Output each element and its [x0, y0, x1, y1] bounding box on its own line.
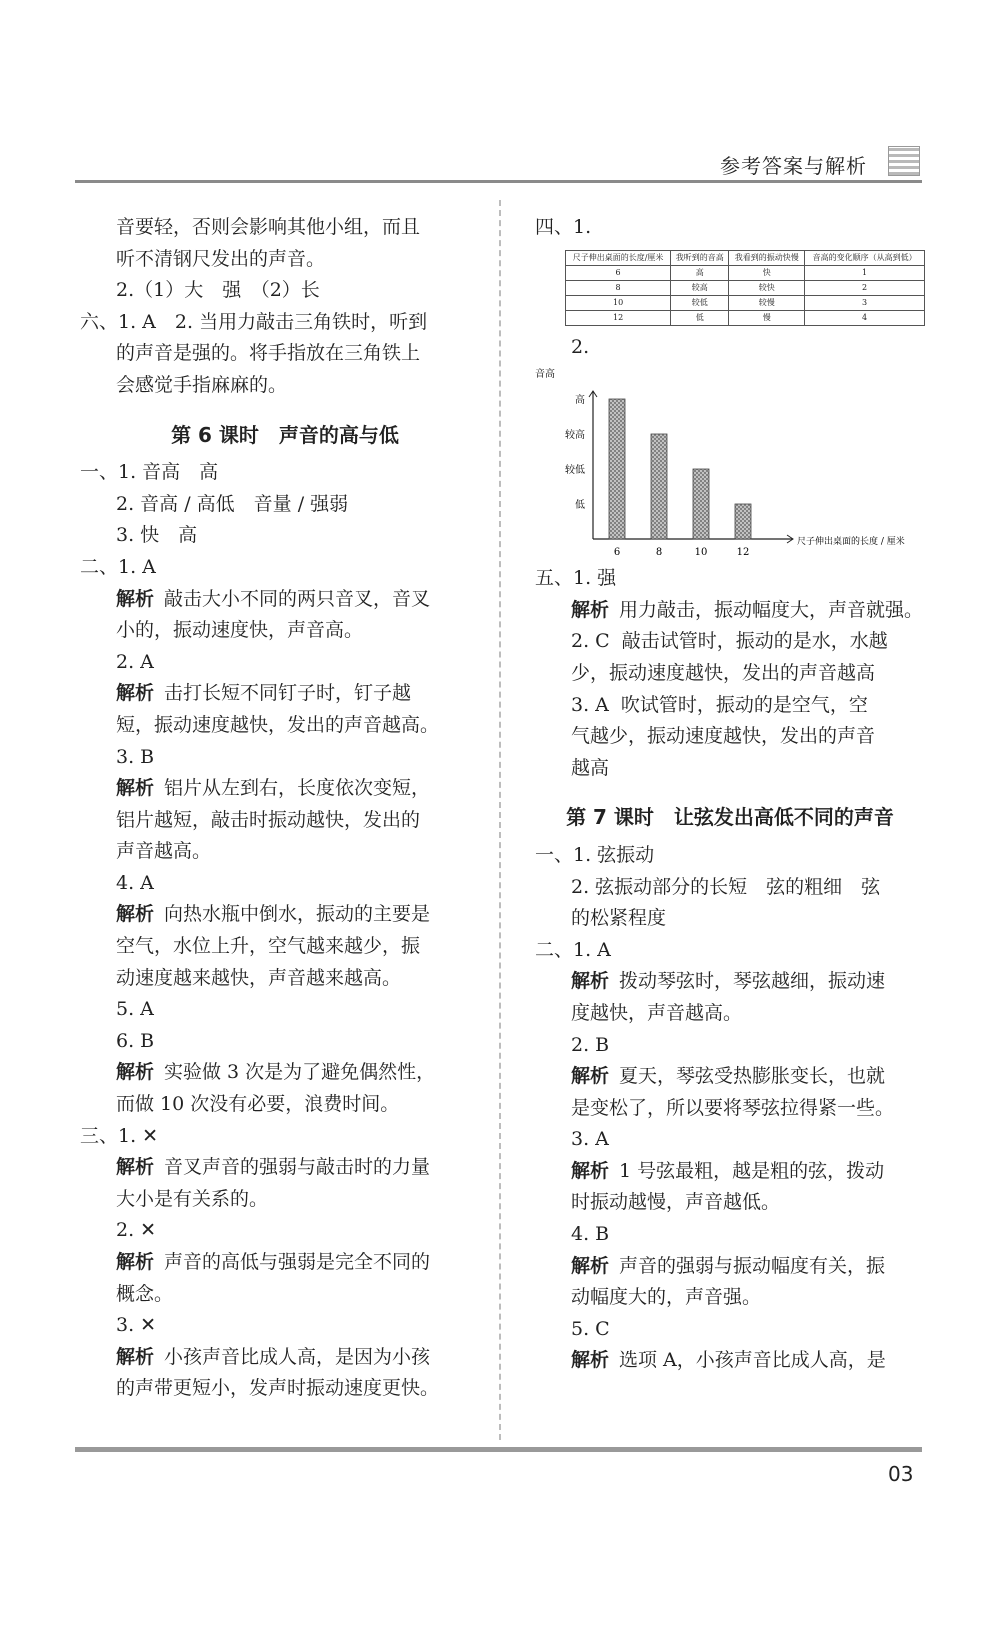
answer-text: 1. ✕	[118, 1124, 159, 1147]
analysis-line	[535, 1061, 925, 1093]
table-cell: 较高	[671, 280, 729, 295]
analysis-line	[535, 595, 925, 627]
answer-text: 5. C	[571, 1317, 610, 1340]
bar	[735, 504, 751, 539]
section-label: 一、	[80, 461, 119, 484]
x-tick-label: 8	[655, 547, 663, 559]
bar	[609, 399, 625, 539]
left-column	[80, 212, 490, 1405]
analysis-line	[80, 1247, 490, 1279]
answer-text: 4. A	[116, 871, 154, 894]
jiexi-label: 解析	[116, 1251, 155, 1273]
analysis-line	[535, 1251, 925, 1283]
y-tick-label: 高	[575, 395, 585, 407]
text-line	[80, 1121, 490, 1153]
answer-text: 2. C	[571, 630, 610, 653]
table-cell: 1	[805, 265, 925, 280]
answer-text: 1.	[573, 216, 592, 238]
lesson-title: 第 6 课时 声音的高与低	[171, 422, 399, 447]
answer-text: 1. 强	[573, 567, 617, 590]
analysis-line	[80, 1152, 490, 1184]
analysis-text: 夏天，琴弦受热膨胀变长，也就	[619, 1065, 886, 1088]
analysis-line	[535, 966, 925, 998]
bar	[693, 469, 709, 539]
analysis-text: 敲击大小不同的两只音叉，音叉	[164, 587, 431, 610]
analysis-text: 动幅度大的，声音强。	[571, 1286, 762, 1309]
analysis-line	[80, 1057, 490, 1089]
analysis-text: 声音的高低与强弱是完全不同的	[164, 1251, 431, 1273]
x-tick-label: 10	[694, 547, 708, 559]
answer-text: 2. A	[116, 650, 154, 673]
table-row	[566, 295, 925, 310]
text-line: 音要轻，否则会影响其他小组，而且	[116, 216, 421, 238]
analysis-line	[80, 773, 490, 805]
text-line: 会感觉手指麻麻的。	[116, 373, 288, 396]
text-line	[535, 935, 925, 967]
analysis-text: 时振动越慢，声音越低。	[571, 1191, 781, 1214]
answer-text: 1. A	[573, 938, 611, 961]
y-tick-label: 低	[575, 500, 585, 512]
analysis-text: 击打长短不同钉子时，钉子越	[164, 682, 412, 705]
table-cell: 3	[805, 295, 925, 310]
analysis-text: 越高	[571, 756, 610, 779]
jiexi-label: 解析	[116, 1156, 155, 1179]
table-cell: 8	[566, 280, 671, 295]
jiexi-label: 解析	[116, 1345, 155, 1368]
table-cell: 快	[729, 265, 805, 280]
analysis-text: 是变松了，所以要将琴弦拉得紧一些。	[571, 1096, 895, 1119]
answer-text: 1. A 2. 当用力敲击三角铁时，听到	[118, 310, 428, 333]
analysis-text: 的声带更短小，发声时振动速度更快。	[116, 1377, 440, 1400]
jiexi-label: 解析	[116, 682, 155, 705]
analysis-text: 用力敲击，振动幅度大，声音就强。	[619, 598, 924, 621]
jiexi-label: 解析	[116, 587, 155, 610]
answer-text: 1. A	[118, 555, 156, 578]
table-cell: 低	[671, 310, 729, 325]
jiexi-label: 解析	[571, 598, 610, 621]
text-line	[80, 307, 490, 339]
analysis-text: 空气，水位上升，空气越来越少，振	[116, 935, 421, 958]
table-cell: 慢	[729, 310, 805, 325]
text-line	[535, 212, 925, 244]
analysis-line	[535, 690, 925, 722]
analysis-line	[80, 584, 490, 616]
jiexi-label: 解析	[571, 1254, 610, 1277]
section-label: 三、	[80, 1124, 119, 1147]
text-line: 听不清钢尺发出的声音。	[116, 247, 326, 270]
section-label: 六、	[80, 310, 119, 333]
y-tick-label: 较高	[565, 430, 585, 442]
section-label: 二、	[80, 555, 119, 578]
answer-text: 2. ✕	[116, 1219, 157, 1242]
analysis-text: 音叉声音的强弱与敲击时的力量	[164, 1156, 431, 1179]
table-header: 我听到的音高	[671, 250, 729, 265]
jiexi-label: 解析	[571, 1349, 610, 1372]
answer-text: 3. B	[116, 745, 155, 768]
bar-chart	[535, 363, 915, 563]
table-cell: 高	[671, 265, 729, 280]
table-header: 音高的变化顺序（从高到低）	[805, 250, 925, 265]
analysis-line	[535, 1345, 925, 1377]
section-label: 二、	[535, 938, 574, 961]
jiexi-label: 解析	[571, 970, 610, 993]
table-cell: 4	[805, 310, 925, 325]
analysis-text: 而做 10 次没有必要，浪费时间。	[116, 1093, 400, 1116]
header-decoration-icon	[888, 146, 920, 176]
header-title: 参考答案与解析	[720, 154, 867, 178]
analysis-text: 小的，振动速度快，声音高。	[116, 619, 364, 642]
answer-text: 2.	[571, 335, 590, 358]
y-axis-label: 音高	[535, 369, 555, 381]
x-tick-label: 6	[613, 547, 621, 559]
data-table	[565, 250, 925, 326]
text-line	[535, 563, 925, 595]
table-header: 我看到的振动快慢	[729, 250, 805, 265]
analysis-text: 实验做 3 次是为了避免偶然性，	[164, 1061, 436, 1084]
section-label: 四、	[535, 216, 574, 238]
analysis-text: 声音越高。	[116, 840, 212, 863]
answer-text: 3. A	[571, 1128, 609, 1151]
footer-rule	[75, 1447, 922, 1452]
table-cell: 12	[566, 310, 671, 325]
table-row	[566, 265, 925, 280]
analysis-text: 铝片从左到右，长度依次变短，	[164, 777, 431, 800]
table-cell: 6	[566, 265, 671, 280]
text-line: 3. 快 高	[116, 524, 198, 547]
analysis-text: 吹试管时，振动的是空气，空	[620, 693, 868, 716]
analysis-text: 大小是有关系的。	[116, 1187, 269, 1210]
table-cell: 较低	[671, 295, 729, 310]
analysis-text: 敲击试管时，振动的是水，水越	[621, 630, 888, 653]
table-row	[566, 310, 925, 325]
table-row	[566, 280, 925, 295]
analysis-text: 短，振动速度越快，发出的声音越高。	[116, 713, 440, 736]
analysis-text: 声音的强弱与振动幅度有关，振	[619, 1254, 886, 1277]
analysis-line	[80, 678, 490, 710]
jiexi-label: 解析	[116, 777, 155, 800]
answer-text: 3. ✕	[116, 1314, 157, 1337]
section-label: 五、	[535, 567, 574, 590]
column-divider	[499, 200, 501, 1440]
answer-text: 6. B	[116, 1029, 155, 1052]
analysis-text: 小孩声音比成人高，是因为小孩	[164, 1345, 431, 1368]
table-cell: 较快	[729, 280, 805, 295]
text-line: 的声音是强的。将手指放在三角铁上	[116, 342, 421, 365]
table-cell: 10	[566, 295, 671, 310]
text-line	[80, 552, 490, 584]
answer-text: 3. A	[571, 693, 609, 716]
answer-text: 1. 弦振动	[573, 843, 655, 866]
table-cell: 2	[805, 280, 925, 295]
answer-text: 5. A	[116, 998, 154, 1021]
text-line: 2.（1）大 强 （2）长	[116, 279, 320, 302]
bar	[651, 434, 667, 539]
analysis-line	[80, 899, 490, 931]
jiexi-label: 解析	[571, 1065, 610, 1088]
analysis-text: 度越快，声音越高。	[571, 1001, 743, 1024]
analysis-line	[535, 626, 925, 658]
header-rule	[75, 180, 922, 183]
analysis-text: 向热水瓶中倒水，振动的主要是	[164, 903, 431, 926]
jiexi-label: 解析	[116, 1061, 155, 1084]
text-line: 2. 音高 / 高低 音量 / 强弱	[116, 492, 349, 515]
right-column	[535, 212, 925, 1377]
analysis-text: 铝片越短，敲击时振动越快，发出的	[116, 808, 421, 831]
text-line	[535, 840, 925, 872]
table-header-row	[566, 250, 925, 265]
table-cell: 较慢	[729, 295, 805, 310]
answer-text: 2. 弦振动部分的长短 弦的粗细 弦	[571, 875, 881, 898]
analysis-text: 拨动琴弦时，琴弦越细，振动速	[619, 970, 886, 993]
analysis-text: 概念。	[116, 1282, 174, 1305]
analysis-text: 气越少，振动速度越快，发出的声音	[571, 725, 876, 748]
analysis-text: 选项 A，小孩声音比成人高，是	[619, 1349, 886, 1372]
table-header: 尺子伸出桌面的长度/厘米	[566, 250, 671, 265]
jiexi-label: 解析	[571, 1159, 610, 1182]
analysis-line	[535, 1156, 925, 1188]
page-number: 03	[888, 1462, 914, 1486]
analysis-text: 动速度越来越快，声音越来越高。	[116, 966, 402, 989]
analysis-text: 1 号弦最粗，越是粗的弦，拨动	[619, 1159, 885, 1182]
analysis-line	[80, 1342, 490, 1374]
answer-text: 4. B	[571, 1223, 610, 1246]
section-label: 一、	[535, 843, 574, 866]
text-line	[80, 457, 490, 489]
analysis-text: 少，振动速度越快，发出的声音越高	[571, 661, 876, 684]
answer-text: 1. 音高 高	[118, 461, 219, 484]
answer-text: 2. B	[571, 1033, 610, 1056]
jiexi-label: 解析	[116, 903, 155, 926]
answer-text: 的松紧程度	[571, 907, 667, 930]
x-axis-label: 尺子伸出桌面的长度 / 厘米	[797, 537, 905, 548]
lesson-title: 第 7 课时 让弦发出高低不同的声音	[566, 805, 894, 830]
x-tick-label: 12	[736, 547, 750, 559]
y-tick-label: 较低	[565, 465, 585, 477]
